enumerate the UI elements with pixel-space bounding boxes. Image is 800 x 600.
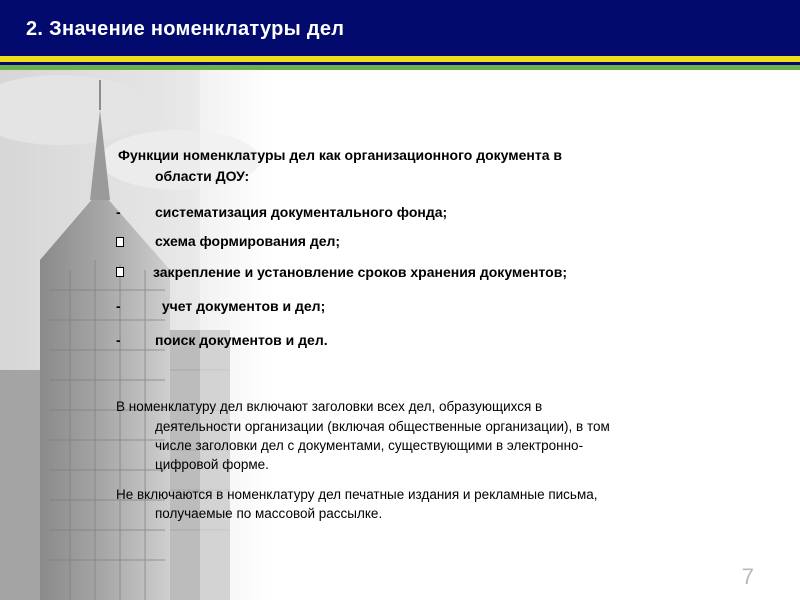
dash-bullet: - — [116, 298, 121, 314]
square-bullet-icon — [116, 267, 124, 277]
paragraph-included-line2: деятельности организации (включая общественные организации), в том — [155, 419, 610, 434]
page-number: 7 — [741, 564, 754, 589]
dash-bullet: - — [116, 332, 121, 348]
slide-title: 2. Значение номенклатуры дел — [26, 18, 345, 40]
functions-heading-line1: Функции номенклатуры дел как организационного документа в — [118, 147, 562, 163]
slide-body — [0, 70, 800, 600]
list-item: учет документов и дел; — [158, 298, 326, 314]
paragraph-excluded-line1: Не включаются в номенклатуру дел печатные издания и рекламные письма, — [116, 487, 598, 502]
paragraph-included-line3: числе заголовки дел с документами, существующими в электронно- — [155, 438, 584, 453]
square-bullet-icon — [116, 237, 124, 247]
paragraph-excluded-line2: получаемые по массовой рассылке. — [155, 506, 383, 521]
paragraph-included-line1: В номенклатуру дел включают заголовки всех дел, образующихся в — [116, 399, 543, 414]
list-item: поиск документов и дел. — [155, 332, 328, 348]
paragraph-included-line4: цифровой форме. — [155, 457, 269, 472]
functions-heading-line2: области ДОУ: — [155, 168, 250, 184]
slide-header — [0, 0, 800, 56]
dash-bullet: - — [116, 204, 121, 220]
list-item: закрепление и установление сроков хранения документов; — [153, 264, 568, 280]
list-item: схема формирования дел; — [155, 233, 341, 249]
list-item: систематизация документального фонда; — [155, 204, 448, 220]
